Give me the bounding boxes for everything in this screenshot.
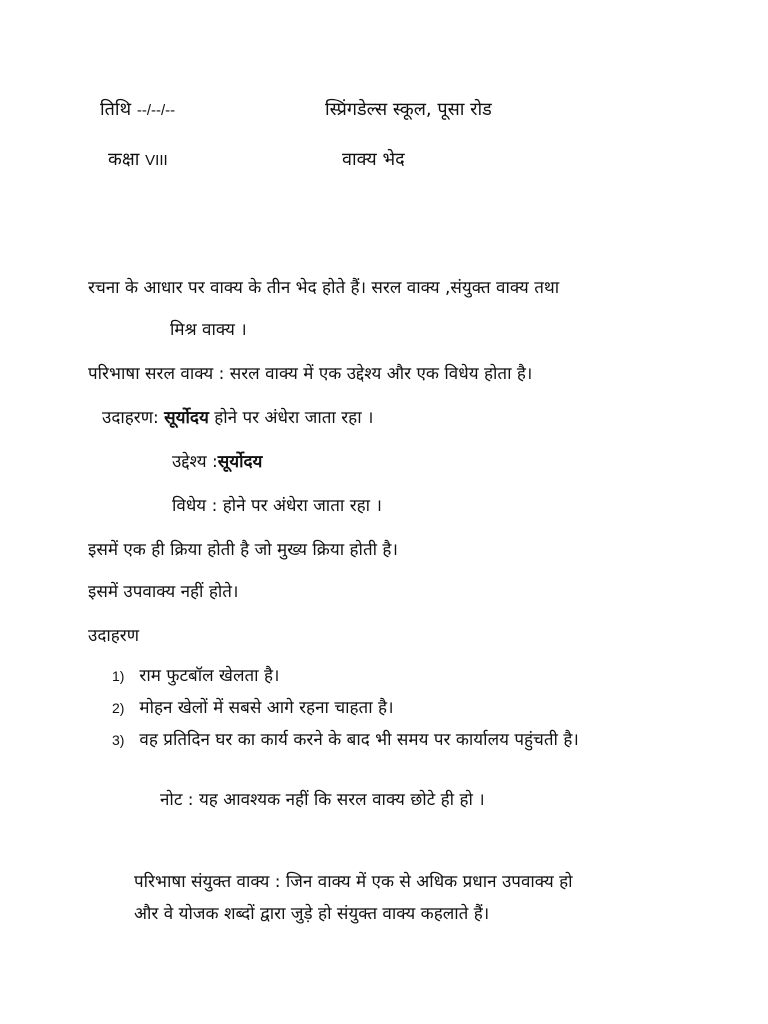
uddeshya-value: सूर्योदय [217,452,263,472]
class-label: कक्षा [108,149,140,170]
examples-heading: उदाहरण [88,626,140,646]
class-value: VIII [145,152,168,169]
point-one: इसमें एक ही क्रिया होती है जो मुख्य क्रिया होती है। [88,540,398,560]
list-text: वह प्रतिदिन घर का कार्य करने के बाद भी समय पर कार्यालय पहुंचती है। [139,730,579,750]
list-number: 1) [112,668,125,684]
list-number: 3) [112,732,125,748]
list-text: राम फुटबॉल खेलता है। [139,666,280,686]
list-text: मोहन खेलों में सबसे आगे रहना चाहता है। [139,698,394,718]
class-line [108,148,168,173]
uddeshya-label: उद्देश्य : [172,452,218,472]
list-item [112,664,579,696]
list-item [112,728,579,760]
intro-line-2: मिश्र वाक्य । [170,320,247,340]
definition-compound-1: परिभाषा संयुक्त वाक्य : जिन वाक्य में एक से अधिक प्रधान उपवाक्य हो [134,872,573,892]
definition-simple: परिभाषा सरल वाक्य : सरल वाक्य में एक उद्देश्य और एक विधेय होता है। [88,364,533,384]
date-line [100,98,175,123]
date-value: --/--/-- [136,102,176,119]
example-label: उदाहरण: [102,408,159,428]
uddeshya-line [172,450,262,474]
example-rest: होने पर अंधेरा जाता रहा । [214,408,374,428]
intro-line-1: रचना के आधार पर वाक्य के तीन भेद होते हैं। सरल वाक्य ,संयुक्त वाक्य तथा [88,278,560,298]
examples-list [112,664,579,760]
vidheya-line: विधेय : होने पर अंधेरा जाता रहा । [172,496,382,516]
example-subject: सूर्योदय [164,408,209,428]
date-label: तिथि [100,99,132,120]
school-name: स्प्रिंगडेल्स स्कूल, पूसा रोड [325,99,492,120]
list-number: 2) [112,700,125,716]
example-line [102,406,373,430]
topic-title: वाक्य भेद [342,149,405,170]
definition-compound-2: और वे योजक शब्दों द्वारा जुड़े हो संयुक्त वाक्य कहलाते हैं। [134,904,490,924]
note-line: नोट : यह आवश्यक नहीं कि सरल वाक्य छोटे ही हो । [160,790,485,810]
list-item [112,696,579,728]
point-two: इसमें उपवाक्य नहीं होते। [88,582,239,602]
